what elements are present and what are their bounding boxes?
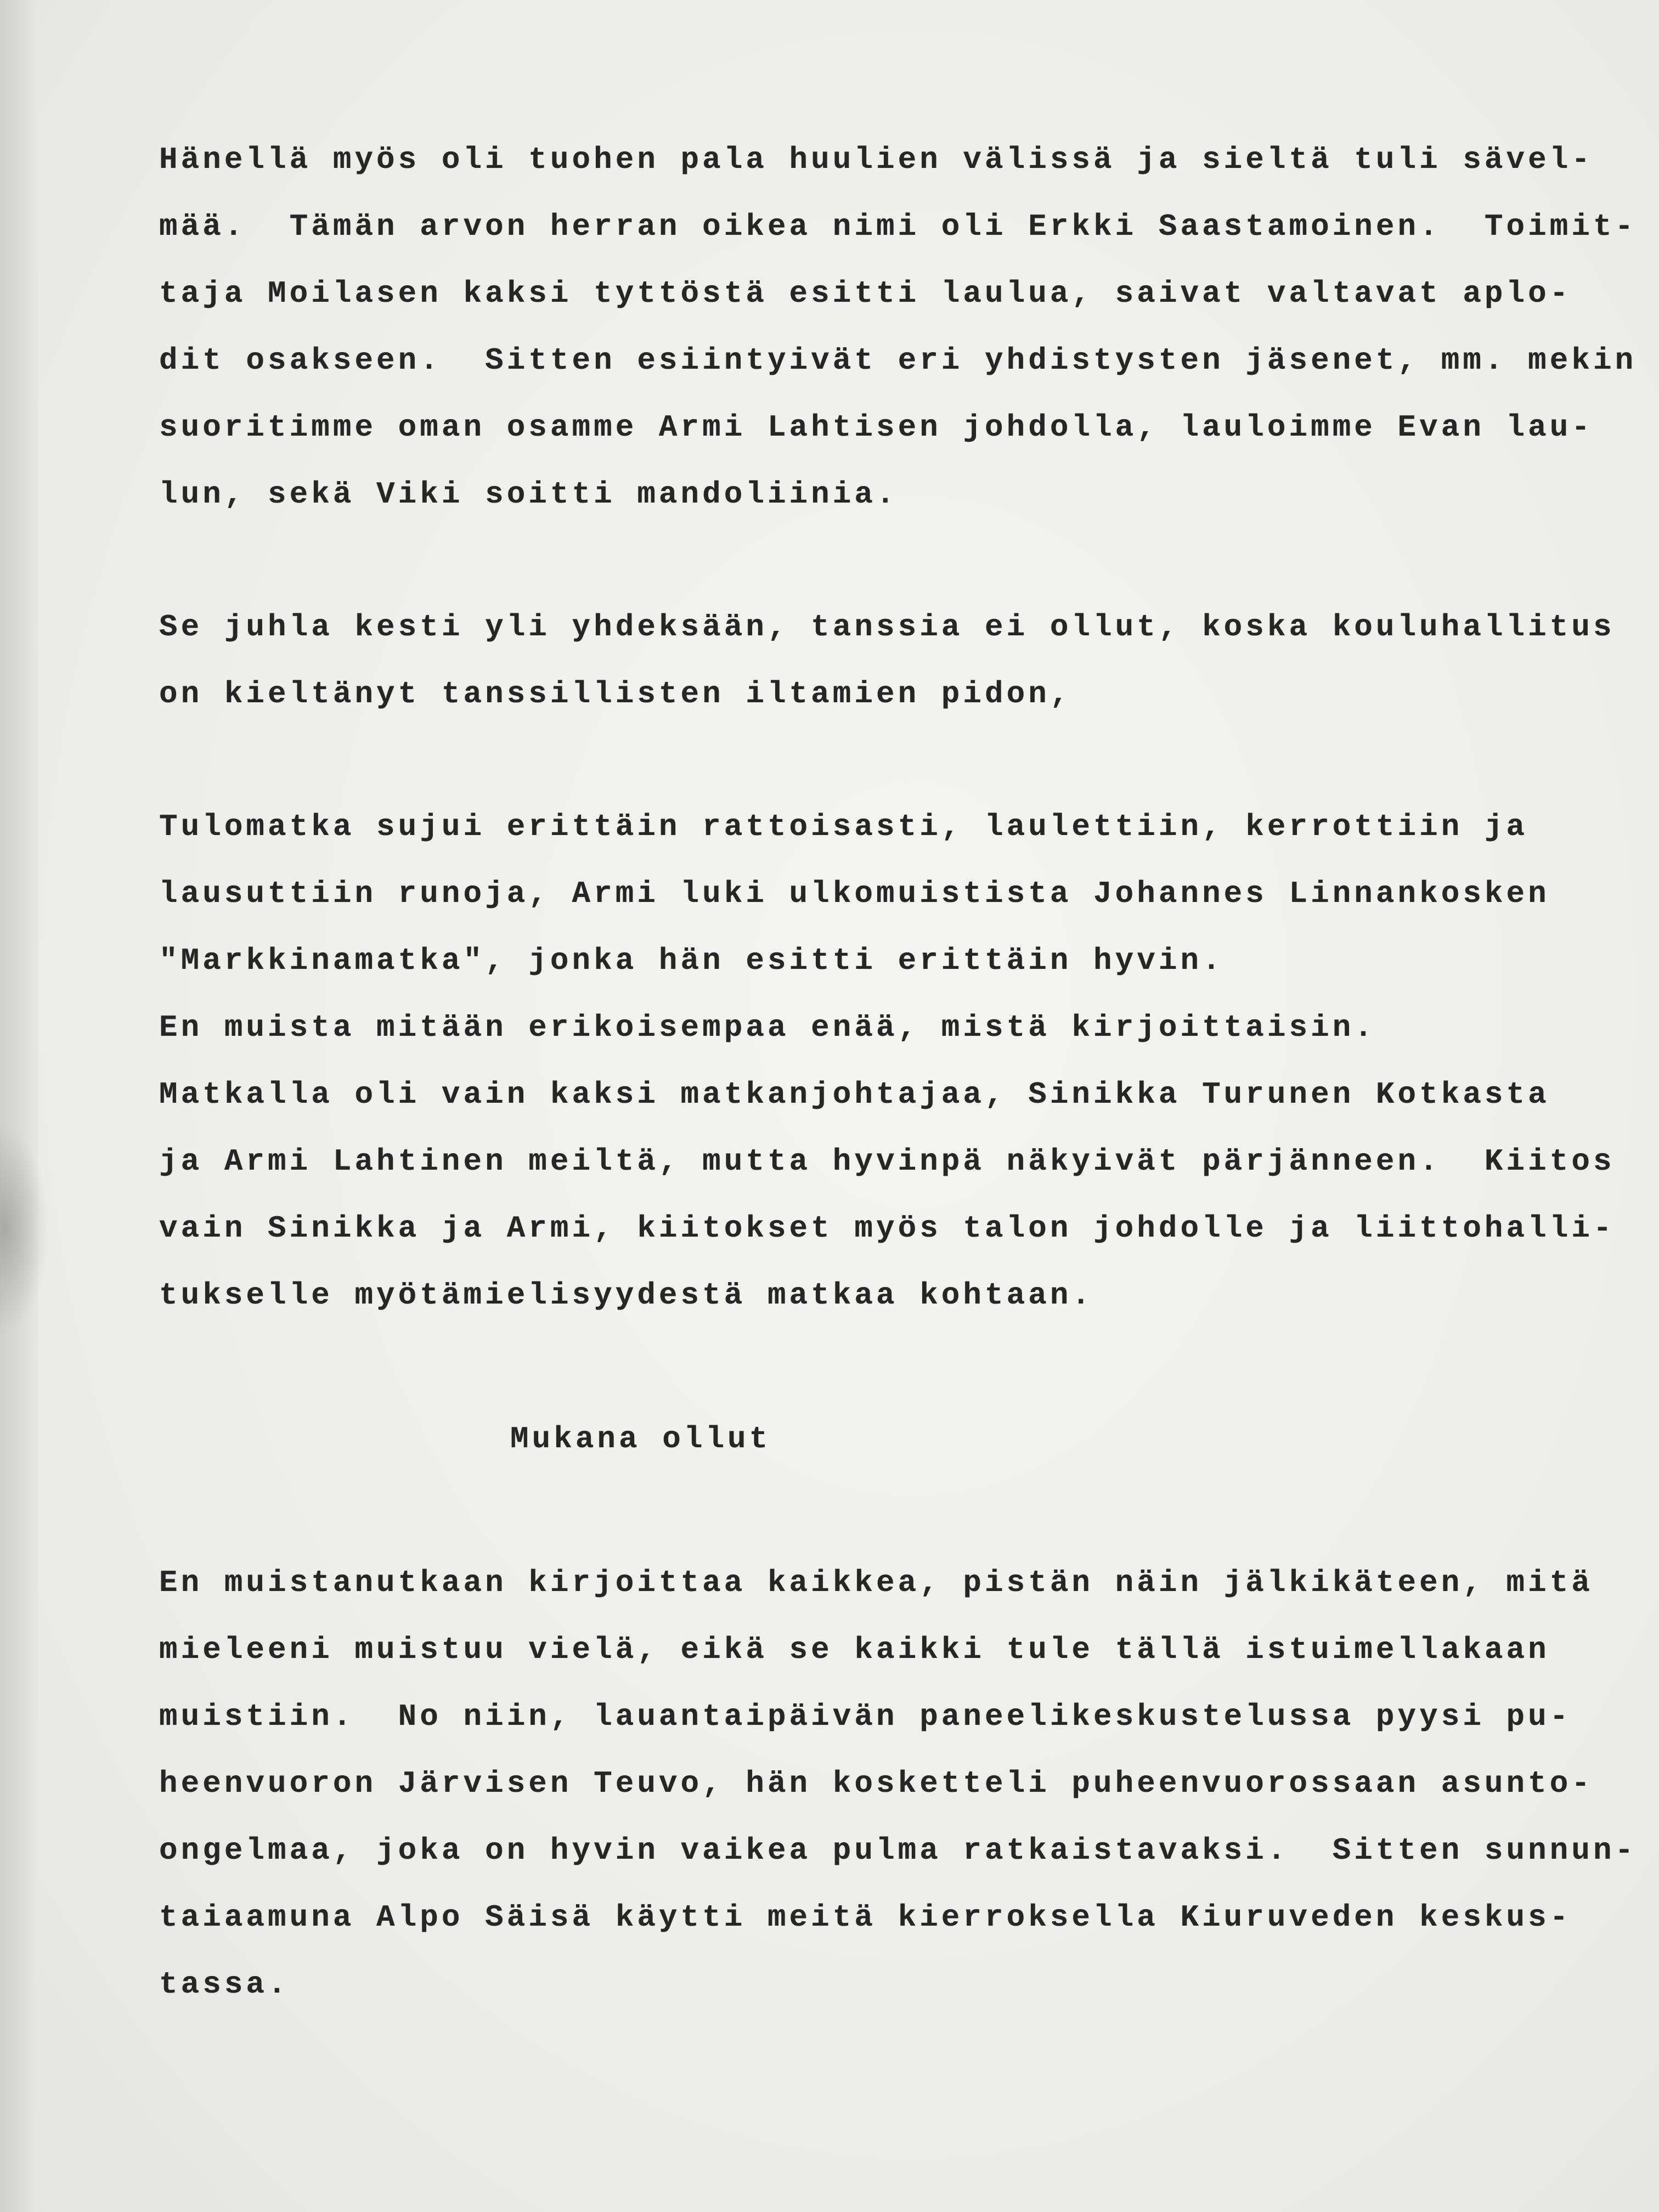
text-line: heenvuoron Järvisen Teuvo, hän kosketteli puheenvuorossaan asunto- bbox=[159, 1766, 1593, 1801]
text-line: tassa. bbox=[159, 1967, 290, 2002]
text-line: vain Sinikka ja Armi, kiitokset myös talon johdolle ja liittohalli- bbox=[159, 1211, 1615, 1246]
paragraph-2 bbox=[159, 594, 1613, 727]
text-line: taiaamuna Alpo Säisä käytti meitä kierroksella Kiuruveden keskus- bbox=[159, 1900, 1572, 1935]
text-line: muistiin. No niin, lauantaipäivän paneelikeskustelussa pyysi pu- bbox=[159, 1699, 1572, 1734]
text-line: suoritimme oman osamme Armi Lahtisen johdolla, lauloimme Evan lau- bbox=[159, 410, 1593, 445]
text-line: ongelmaa, joka on hyvin vaikea pulma ratkaistavaksi. Sitten sunnun- bbox=[159, 1833, 1637, 1868]
paragraph-gap bbox=[159, 528, 1613, 594]
text-line: Hänellä myös oli tuohen pala huulien välissä ja sieltä tuli sävel- bbox=[159, 142, 1593, 177]
text-line: Tulomatka sujui erittäin rattoisasti, laulettiin, kerrottiin ja bbox=[159, 809, 1528, 844]
text-line: on kieltänyt tanssillisten iltamien pidon, bbox=[159, 676, 1072, 712]
text-line: dit osakseen. Sitten esiintyivät eri yhdistysten jäsenet, mm. mekin bbox=[159, 343, 1637, 378]
signature: Mukana ollut bbox=[510, 1421, 771, 1457]
text-line: mää. Tämän arvon herran oikea nimi oli Erkki Saastamoinen. Toimit- bbox=[159, 209, 1637, 244]
binding-edge bbox=[0, 0, 38, 2212]
text-line: taja Moilasen kaksi tyttöstä esitti laulua, saivat valtavat aplo- bbox=[159, 276, 1572, 311]
typewritten-text bbox=[159, 126, 1637, 2018]
text-line: "Markkinamatka", jonka hän esitti erittäin hyvin. bbox=[159, 943, 1224, 978]
text-line: Se juhla kesti yli yhdeksään, tanssia ei ollut, koska kouluhallitus bbox=[159, 610, 1615, 645]
paragraph-gap bbox=[159, 727, 1613, 793]
paragraph-1 bbox=[159, 126, 1637, 528]
paragraph-3 bbox=[159, 793, 1613, 1329]
paragraph-4 bbox=[159, 1549, 1637, 2018]
text-line: lun, sekä Viki soitti mandoliinia. bbox=[159, 477, 898, 512]
page-shadow bbox=[0, 1125, 49, 1333]
text-line: En muista mitään erikoisempaa enää, mistä kirjoittaisin. bbox=[159, 1010, 1376, 1045]
text-line: Matkalla oli vain kaksi matkanjohtajaa, Sinikka Turunen Kotkasta bbox=[159, 1077, 1550, 1112]
text-line: lausuttiin runoja, Armi luki ulkomuistista Johannes Linnankosken bbox=[159, 876, 1550, 911]
text-line: tukselle myötämielisyydestä matkaa kohtaan. bbox=[159, 1278, 1094, 1313]
text-line: En muistanutkaan kirjoittaa kaikkea, pistän näin jälkikäteen, mitä bbox=[159, 1565, 1593, 1600]
text-line: ja Armi Lahtinen meiltä, mutta hyvinpä näkyivät pärjänneen. Kiitos bbox=[159, 1144, 1615, 1179]
text-line: mieleeni muistuu vielä, eikä se kaikki tule tällä istuimellakaan bbox=[159, 1632, 1550, 1667]
